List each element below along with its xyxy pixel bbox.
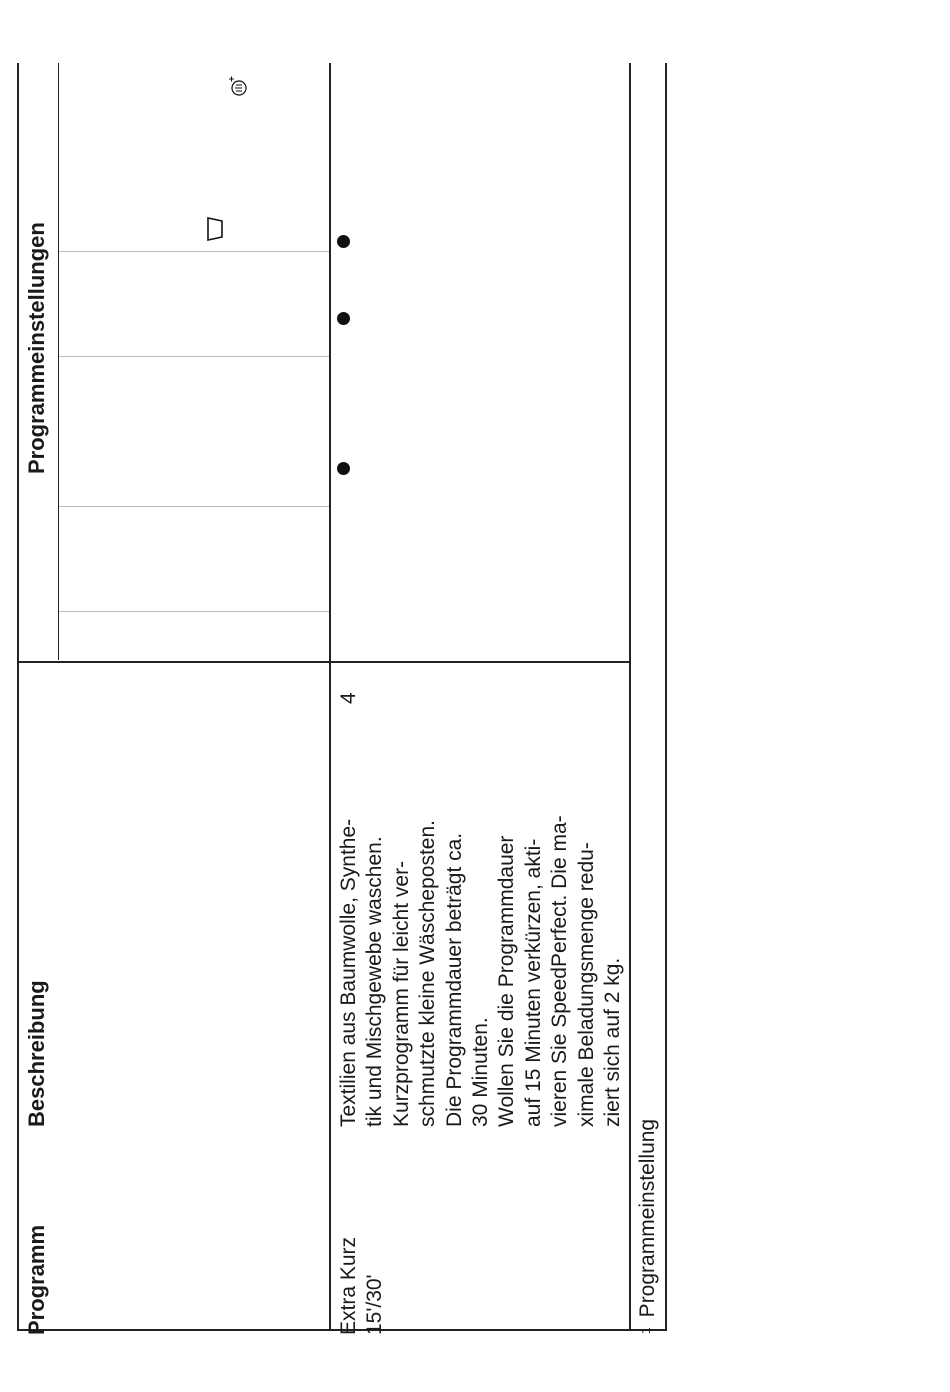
footnote-marker: 1 [639, 1327, 653, 1334]
header-program: Programm [24, 1224, 49, 1335]
header-settings: Programmeinstellungen [24, 222, 49, 474]
rule-top [17, 63, 19, 1331]
settings-subcol-3 [59, 356, 329, 357]
rule-program-description [18, 661, 630, 663]
row-max-load: 4 [337, 692, 360, 704]
rule-footnote-bottom [665, 63, 667, 1331]
setting-mark [337, 312, 350, 325]
drum-icon [206, 216, 224, 242]
footnote-text: Programmeinstellung [636, 1118, 659, 1318]
row-program-name: Extra Kurz 15'/30' [337, 1236, 387, 1335]
rule-table-bottom [629, 63, 631, 1331]
rule-header-bottom [329, 63, 331, 1331]
settings-subcol-1 [59, 611, 329, 612]
footnote [635, 1119, 661, 1334]
setting-mark [337, 462, 350, 475]
rule-settings-subheader [58, 63, 59, 660]
header-description: Beschreibung [24, 980, 49, 1127]
settings-subcol-4 [59, 251, 329, 252]
settings-subcol-2 [59, 506, 329, 507]
setting-mark [337, 235, 350, 248]
speedperfect-icon [226, 74, 250, 98]
row-description: Textilien aus Baumwolle, Synthe- tik und Mischgewebe waschen. Kurzprogramm für leicht ver- schmutzte kleine Wäscheposten. Die Programmdauer beträgt ca. 30 Minuten. Wollen Sie die Programmdauer auf 15 Minuten verkürzen, akti- vieren Sie SpeedPerfect. Die ma- ximale Beladungsmenge redu- ziert sich auf 2 kg. [337, 815, 625, 1127]
